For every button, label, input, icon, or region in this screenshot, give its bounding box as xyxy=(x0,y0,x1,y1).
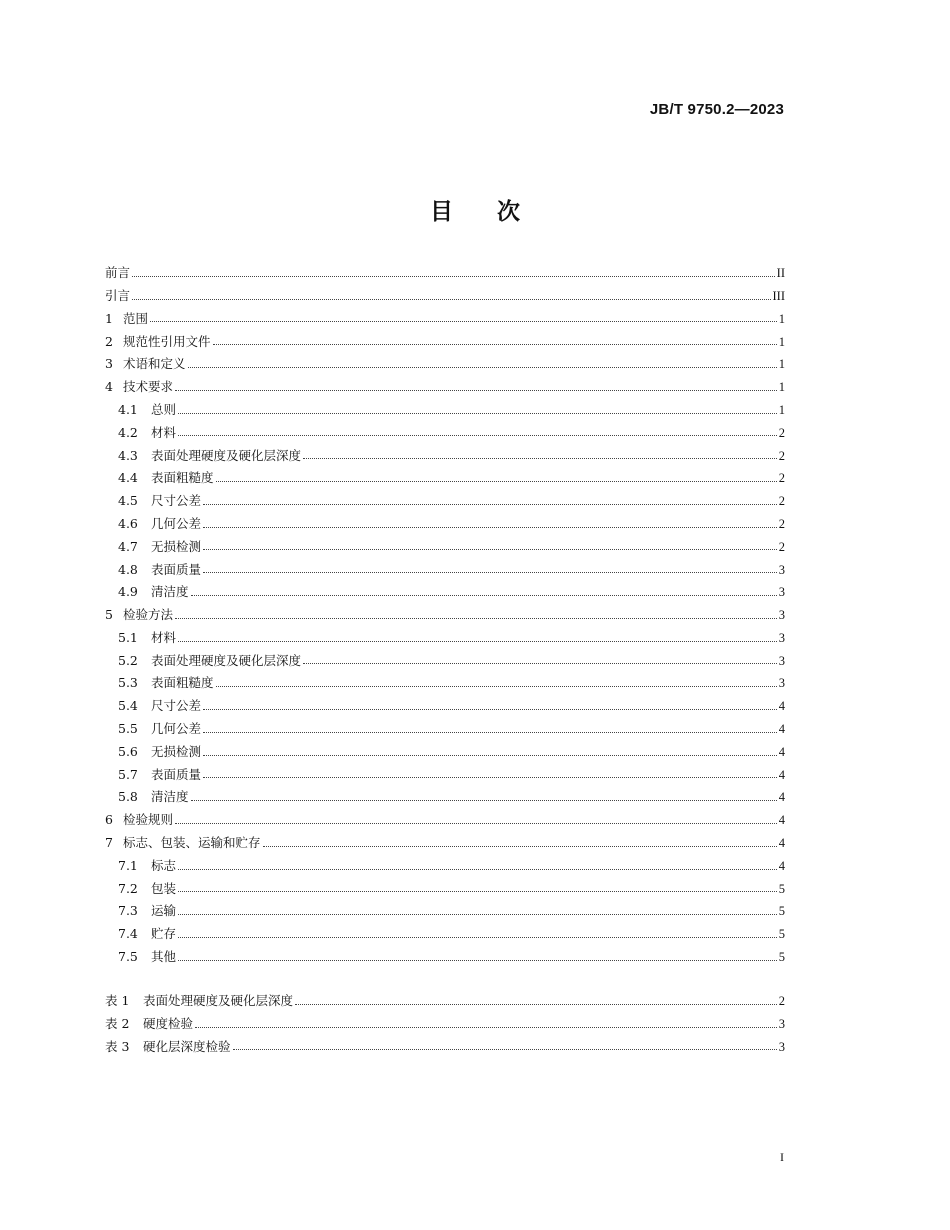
dot-leader xyxy=(216,678,777,687)
toc-entry[interactable] xyxy=(105,490,785,513)
toc-entry-page: 3 xyxy=(778,1016,785,1031)
toc-entry-label: 检验规则 xyxy=(123,812,174,828)
dot-leader xyxy=(191,792,777,801)
toc-entry-label: 几何公差 xyxy=(151,721,202,737)
toc-entry-number: 5.8 xyxy=(118,789,138,805)
dot-leader xyxy=(303,655,777,664)
toc-entry-number: 4.9 xyxy=(118,584,138,600)
toc-entry-label: 硬化层深度检验 xyxy=(143,1038,231,1054)
toc-entry-page: 1 xyxy=(778,357,785,372)
toc-entry-number: 5.3 xyxy=(118,675,138,691)
toc-entry-label: 尺寸公差 xyxy=(151,493,202,509)
toc-entry[interactable] xyxy=(105,467,785,490)
dot-leader xyxy=(203,496,777,505)
table-of-contents xyxy=(105,262,785,969)
dot-leader xyxy=(203,701,777,710)
toc-entry-label: 表面处理硬度及硬化层深度 xyxy=(143,993,294,1009)
toc-entry-page: 3 xyxy=(778,676,785,691)
toc-entry-label: 标志、包装、运输和贮存 xyxy=(123,835,261,851)
toc-entry[interactable] xyxy=(105,581,785,604)
standard-code: JB/T 9750.2—2023 xyxy=(649,101,784,118)
toc-entry-label: 前言 xyxy=(105,265,131,281)
toc-entry-number: 表 1 xyxy=(105,993,130,1009)
toc-entry[interactable] xyxy=(105,650,785,673)
toc-entry-label: 贮存 xyxy=(151,926,177,942)
toc-entry-label: 表面粗糙度 xyxy=(151,470,214,486)
toc-entry-page: 3 xyxy=(778,585,785,600)
toc-entry-page: 2 xyxy=(778,516,785,531)
toc-entry[interactable] xyxy=(105,923,785,946)
toc-entry-label: 术语和定义 xyxy=(123,356,186,372)
toc-entry[interactable] xyxy=(105,878,785,901)
toc-entry-page: 4 xyxy=(778,744,785,759)
toc-entry-page: 2 xyxy=(778,425,785,440)
table-list-entry[interactable] xyxy=(105,990,785,1013)
toc-entry-page: 5 xyxy=(778,950,785,965)
toc-entry-page: 2 xyxy=(778,494,785,509)
toc-entry-page: 3 xyxy=(778,562,785,577)
toc-entry[interactable] xyxy=(105,786,785,809)
toc-entry-label: 硬度检验 xyxy=(143,1015,194,1031)
toc-entry[interactable] xyxy=(105,627,785,650)
toc-entry-label: 清洁度 xyxy=(151,789,189,805)
toc-entry-page: 2 xyxy=(778,994,785,1009)
toc-entry-number: 7.2 xyxy=(118,880,138,896)
toc-entry-label: 清洁度 xyxy=(151,584,189,600)
toc-entry-page: 5 xyxy=(778,881,785,896)
dot-leader xyxy=(132,268,775,277)
toc-entry[interactable] xyxy=(105,262,785,285)
toc-entry[interactable] xyxy=(105,809,785,832)
toc-entry-number: 4 xyxy=(105,379,113,395)
toc-entry-label: 其他 xyxy=(151,949,177,965)
toc-entry-label: 表面粗糙度 xyxy=(151,675,214,691)
toc-entry-label: 技术要求 xyxy=(123,379,174,395)
toc-entry-page: 5 xyxy=(778,904,785,919)
toc-entry[interactable] xyxy=(105,399,785,422)
toc-entry-page: III xyxy=(772,288,785,303)
dot-leader xyxy=(178,906,777,915)
toc-entry-page: 4 xyxy=(778,699,785,714)
toc-entry-number: 5.1 xyxy=(118,629,138,645)
dot-leader xyxy=(216,473,777,482)
page-title xyxy=(0,193,950,226)
toc-entry-page: 4 xyxy=(778,722,785,737)
toc-entry-label: 标志 xyxy=(151,857,177,873)
dot-leader xyxy=(195,1019,777,1028)
dot-leader xyxy=(188,359,777,368)
dot-leader xyxy=(233,1041,777,1050)
dot-leader xyxy=(178,633,777,642)
toc-entry[interactable] xyxy=(105,764,785,787)
dot-leader xyxy=(178,952,777,961)
toc-entry-page: 5 xyxy=(778,927,785,942)
toc-entry-page: 4 xyxy=(778,813,785,828)
dot-leader xyxy=(203,769,777,778)
toc-entry[interactable] xyxy=(105,832,785,855)
dot-leader xyxy=(203,564,777,573)
toc-entry-page: 3 xyxy=(778,630,785,645)
table-list-entry[interactable] xyxy=(105,1036,785,1059)
toc-entry-page: 1 xyxy=(778,402,785,417)
toc-entry-page: 3 xyxy=(778,608,785,623)
dot-leader xyxy=(178,405,777,414)
toc-entry-label: 规范性引用文件 xyxy=(123,333,211,349)
dot-leader xyxy=(203,724,777,733)
toc-entry[interactable] xyxy=(105,695,785,718)
toc-entry-page: 3 xyxy=(778,653,785,668)
toc-entry[interactable] xyxy=(105,308,785,331)
dot-leader xyxy=(303,450,777,459)
dot-leader xyxy=(213,336,777,345)
toc-entry-page: 4 xyxy=(778,790,785,805)
toc-entry-page: 2 xyxy=(778,448,785,463)
toc-entry-number: 4.3 xyxy=(118,447,138,463)
toc-entry[interactable] xyxy=(105,855,785,878)
toc-entry-page: 4 xyxy=(778,836,785,851)
toc-entry-page: II xyxy=(776,266,785,281)
toc-entry-number: 5.7 xyxy=(118,766,138,782)
toc-entry-page: 1 xyxy=(778,311,785,326)
toc-entry[interactable] xyxy=(105,444,785,467)
toc-entry[interactable] xyxy=(105,558,785,581)
dot-leader xyxy=(191,587,777,596)
dot-leader xyxy=(175,382,777,391)
toc-entry[interactable] xyxy=(105,536,785,559)
toc-entry-number: 表 3 xyxy=(105,1038,130,1054)
toc-entry[interactable] xyxy=(105,422,785,445)
toc-entry-number: 表 2 xyxy=(105,1015,130,1031)
toc-entry-label: 范围 xyxy=(123,310,149,326)
toc-entry-number: 2 xyxy=(105,333,113,349)
dot-leader xyxy=(175,815,777,824)
toc-entry-number: 7 xyxy=(105,835,113,851)
toc-entry-number: 4.1 xyxy=(118,401,138,417)
toc-entry[interactable] xyxy=(105,285,785,308)
toc-entry-number: 7.4 xyxy=(118,926,138,942)
toc-entry-page: 1 xyxy=(778,380,785,395)
dot-leader xyxy=(178,883,777,892)
toc-entry-label: 表面质量 xyxy=(151,766,202,782)
toc-entry[interactable] xyxy=(105,946,785,969)
toc-entry[interactable] xyxy=(105,741,785,764)
toc-entry-label: 材料 xyxy=(151,629,177,645)
toc-entry-number: 5.6 xyxy=(118,743,138,759)
toc-entry[interactable] xyxy=(105,376,785,399)
toc-entry-page: 2 xyxy=(778,539,785,554)
toc-entry-number: 4.4 xyxy=(118,470,138,486)
page-title-left: 目 xyxy=(430,199,453,225)
toc-entry-number: 5.4 xyxy=(118,698,138,714)
dot-leader xyxy=(175,610,777,619)
toc-entry-label: 引言 xyxy=(105,287,131,303)
toc-entry-number: 6 xyxy=(105,812,113,828)
dot-leader xyxy=(178,861,777,870)
toc-entry-number: 4.8 xyxy=(118,561,138,577)
toc-entry-number: 5.2 xyxy=(118,652,138,668)
toc-entry-page: 2 xyxy=(778,471,785,486)
toc-entry-page: 4 xyxy=(778,767,785,782)
toc-entry-label: 表面质量 xyxy=(151,561,202,577)
page-title-right: 次 xyxy=(497,199,520,225)
toc-entry-number: 4.6 xyxy=(118,515,138,531)
toc-entry-number: 1 xyxy=(105,310,113,326)
toc-entry[interactable] xyxy=(105,672,785,695)
toc-entry-page: 4 xyxy=(778,858,785,873)
toc-entry[interactable] xyxy=(105,900,785,923)
toc-entry-number: 4.2 xyxy=(118,424,138,440)
toc-entry-label: 尺寸公差 xyxy=(151,698,202,714)
toc-entry-number: 5 xyxy=(105,607,113,623)
toc-entry[interactable] xyxy=(105,330,785,353)
toc-entry-label: 表面处理硬度及硬化层深度 xyxy=(151,447,302,463)
toc-entry-number: 4.7 xyxy=(118,538,138,554)
dot-leader xyxy=(263,838,777,847)
toc-entry[interactable] xyxy=(105,513,785,536)
dot-leader xyxy=(132,291,770,300)
toc-entry-label: 运输 xyxy=(151,903,177,919)
toc-entry-label: 几何公差 xyxy=(151,515,202,531)
dot-leader xyxy=(203,519,777,528)
table-list-entry[interactable] xyxy=(105,1013,785,1036)
toc-entry-label: 材料 xyxy=(151,424,177,440)
dot-leader xyxy=(203,541,777,550)
toc-entry-page: 1 xyxy=(778,334,785,349)
toc-entry[interactable] xyxy=(105,718,785,741)
toc-entry-label: 检验方法 xyxy=(123,607,174,623)
toc-entry-label: 无损检测 xyxy=(151,743,202,759)
page-number: I xyxy=(780,1150,784,1164)
toc-entry-label: 表面处理硬度及硬化层深度 xyxy=(151,652,302,668)
toc-entry-label: 总则 xyxy=(151,401,177,417)
toc-entry-number: 7.1 xyxy=(118,857,138,873)
toc-entry-label: 无损检测 xyxy=(151,538,202,554)
toc-entry-number: 5.5 xyxy=(118,721,138,737)
dot-leader xyxy=(178,929,777,938)
toc-entry-page: 3 xyxy=(778,1039,785,1054)
dot-leader xyxy=(178,427,777,436)
toc-entry-number: 7.5 xyxy=(118,949,138,965)
toc-entry[interactable] xyxy=(105,604,785,627)
dot-leader xyxy=(150,313,777,322)
dot-leader xyxy=(203,747,777,756)
toc-entry-number: 3 xyxy=(105,356,113,372)
toc-entry-number: 4.5 xyxy=(118,493,138,509)
dot-leader xyxy=(295,996,777,1005)
toc-entry-number: 7.3 xyxy=(118,903,138,919)
toc-entry-label: 包装 xyxy=(151,880,177,896)
list-of-tables xyxy=(105,990,785,1058)
toc-entry[interactable] xyxy=(105,353,785,376)
